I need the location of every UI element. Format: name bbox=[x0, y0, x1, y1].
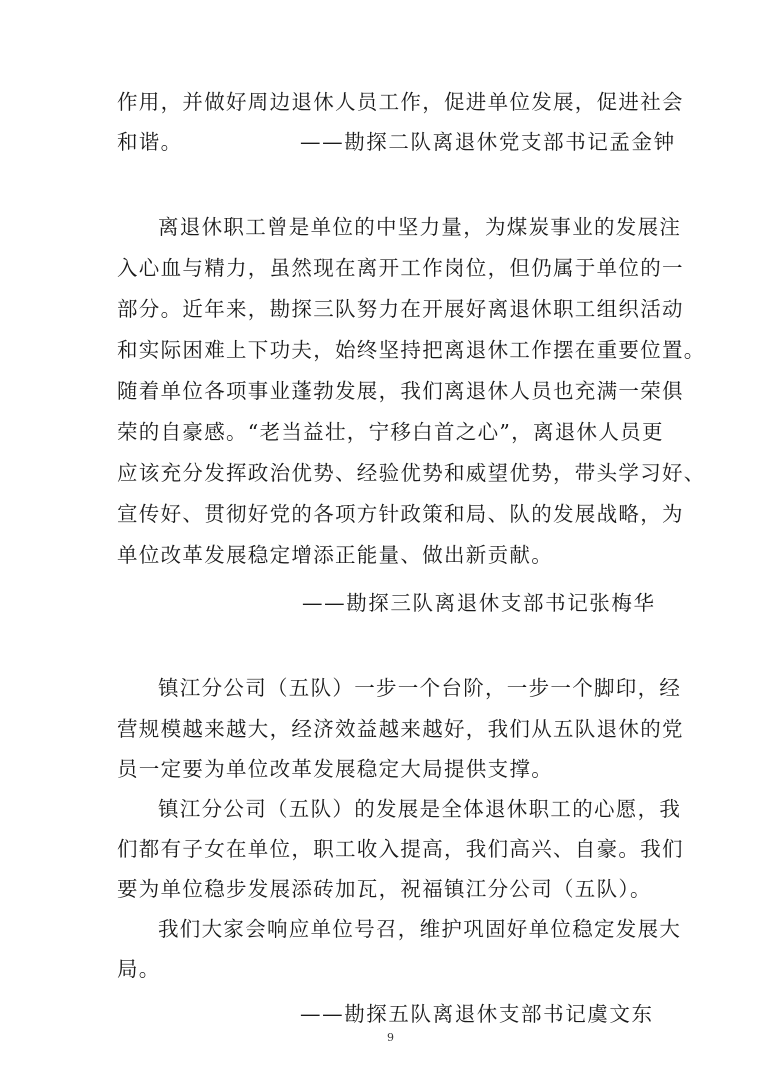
page-number: 9 bbox=[387, 1031, 394, 1044]
signature-line: ——勘探三队离退休支部书记张梅华 bbox=[302, 591, 656, 615]
paragraph-line: 我们大家会响应单位号召，维护巩固好单位稳定发展大 bbox=[158, 917, 682, 941]
paragraph-line: 要为单位稳步发展添砖加瓦，祝福镇江分公司（五队）。 bbox=[117, 877, 652, 901]
paragraph-line: 应该充分发挥政治优势、经验优势和威望优势，带头学习好、 bbox=[117, 461, 706, 485]
paragraph-line: 宣传好、贯彻好党的各项方针政策和局、队的发展战略，为 bbox=[117, 502, 684, 526]
paragraph-line: 荣的自豪感。“老当益壮，宁移白首之心”，离退休人员更 bbox=[117, 420, 664, 444]
paragraph-line: 离退休职工曾是单位的中坚力量，为煤炭事业的发展注 bbox=[158, 215, 682, 239]
paragraph-line: 营规模越来越大，经济效益越来越好，我们从五队退休的党 bbox=[117, 717, 684, 741]
paragraph-line: 和实际困难上下功夫，始终坚持把离退休工作摆在重要位置。 bbox=[117, 338, 706, 362]
paragraph-line: 员一定要为单位改革发展稳定大局提供支撑。 bbox=[117, 757, 553, 781]
paragraph-line: 局。 bbox=[117, 957, 161, 981]
paragraph-line: 镇江分公司（五队）的发展是全体退休职工的心愿，我 bbox=[158, 797, 682, 821]
paragraph-line: 随着单位各项事业蓬勃发展，我们离退休人员也充满一荣俱 bbox=[117, 379, 684, 403]
paragraph-line: 作用，并做好周边退休人员工作，促进单位发展，促进社会 bbox=[117, 90, 684, 114]
paragraph-line: 单位改革发展稳定增添正能量、做出新贡献。 bbox=[117, 543, 553, 567]
paragraph-line: 入心血与精力，虽然现在离开工作岗位，但仍属于单位的一 bbox=[117, 256, 684, 280]
paragraph-line: 部分。近年来，勘探三队努力在开展好离退休职工组织活动 bbox=[117, 297, 684, 321]
paragraph-line: 们都有子女在单位，职工收入提高，我们高兴、自豪。我们 bbox=[117, 837, 684, 861]
paragraph-line: 镇江分公司（五队）一步一个台阶，一步一个脚印，经 bbox=[158, 676, 682, 700]
signature-line: ——勘探五队离退休支部书记虞文东 bbox=[300, 1002, 654, 1026]
signature-line: ——勘探二队离退休党支部书记孟金钟 bbox=[300, 130, 676, 154]
paragraph-line: 和谐。 bbox=[117, 130, 183, 154]
